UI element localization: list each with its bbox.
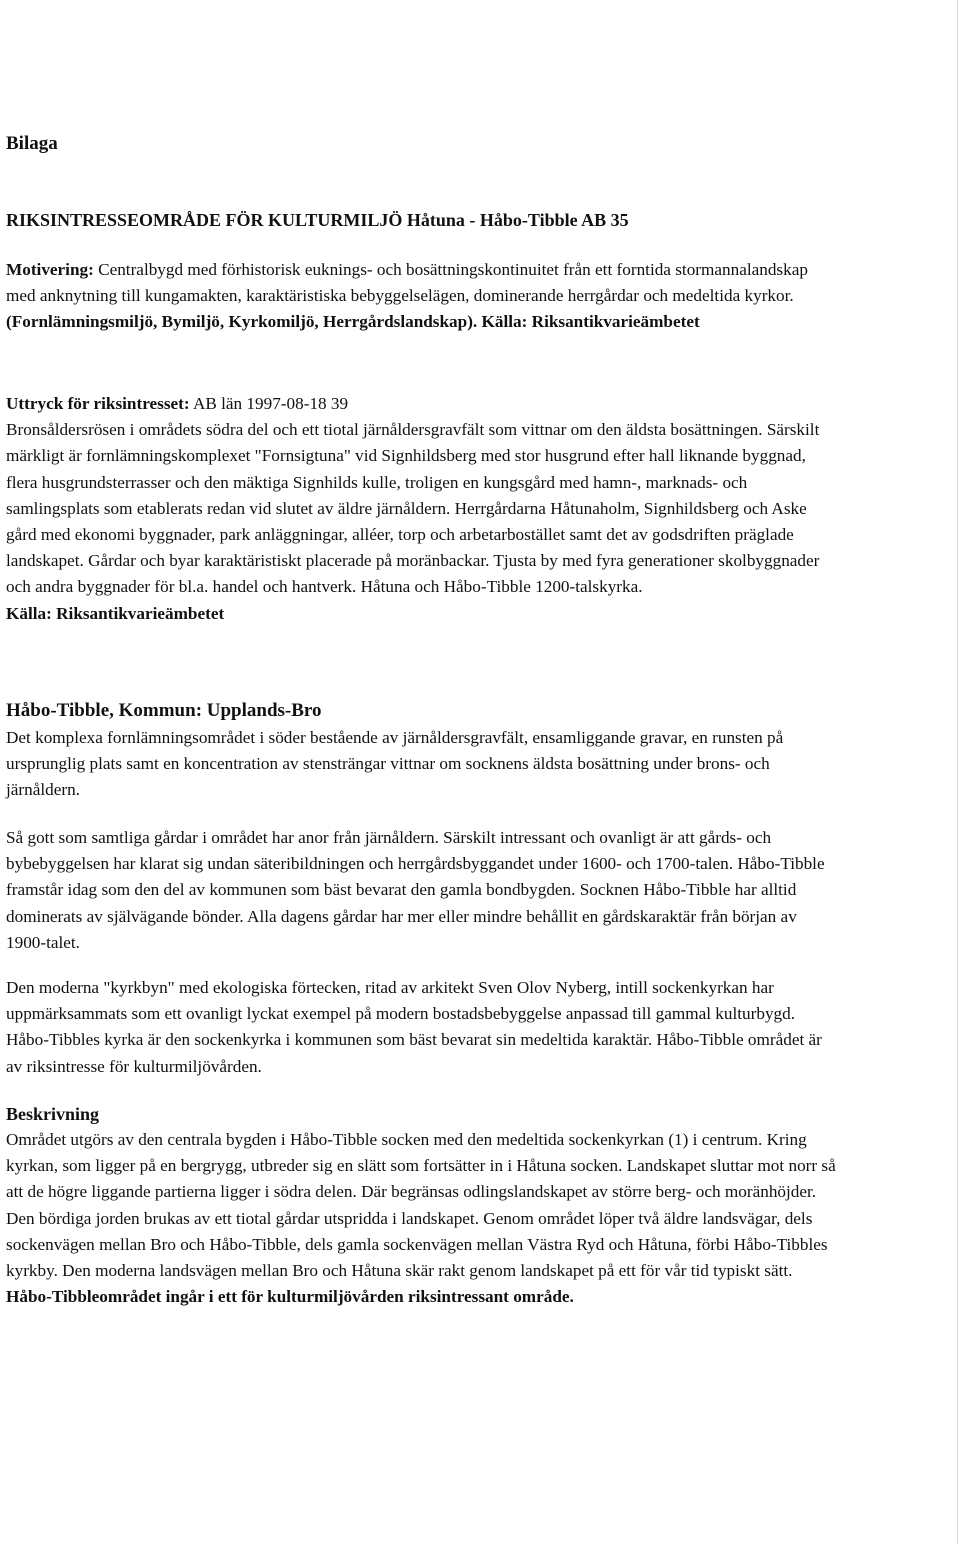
kommun-paragraph-1: [6, 725, 836, 804]
kommun-heading: Håbo-Tibble, Kommun: Upplands-Bro: [6, 700, 322, 721]
beskrivning-text: Området utgörs av den centrala bygden i Håbo-Tibble socken med den medeltida sockenkyrkan (1) i centrum. Kring kyrkan, som ligger på en bergrygg, utbreder sig en slätt som fortsätter in i Håtuna socken. Landskapet sluttar mot norr så att de högre liggande partierna ligger i södra delen. Där begränsas odlingslandskapet av större berg- och moränhöjder. Den bördiga jorden brukas av ett tiotal gårdar utspridda i landskapet. Genom området löper två äldre landsvägar, dels sockenvägen mellan Bro och Håbo-Tibble, dels gamla sockenvägen mellan Västra Ryd och Håtuna, förbi Håbo-Tibbles kyrkby. Den moderna landsvägen mellan Bro och Håtuna skär rakt genom landskapet på ett för vår tid typiskt sätt.: [6, 1130, 836, 1281]
uttryck-section: [6, 391, 836, 627]
beskrivning-conclusion: Håbo-Tibbleområdet ingår i ett för kulturmiljövården riksintressant område.: [6, 1287, 574, 1307]
riks-heading: [6, 207, 629, 233]
motivering-categories: (Fornlämningsmiljö, Bymiljö, Kyrkomiljö, Herrgårdslandskap).: [6, 312, 478, 332]
beskrivning-heading: Beskrivning: [6, 1104, 100, 1124]
motivering-text: Centralbygd med förhistorisk euknings- och bosättningskontinuitet från ett forntida stormannalandskap med anknytning till kungamakten, karaktäristiska bebyggelselägen, dominerande herrgårdar och medeltida kyrkor.: [6, 260, 808, 306]
motivering-label: Motivering:: [6, 260, 94, 279]
kommun-paragraph-2-text: Så gott som samtliga gårdar i området har anor från järnåldern. Särskilt intressant och ovanligt är att gårds- och bybebyggelsen har klarat sig undan säteribildningen och herrgårdsbyggandet under 1600- och 1700-talen. Håbo-Tibble framstår idag som den del av kommunen som bäst bevarat den gamla bondbygden. Socknen Håbo-Tibble har alltid dominerats av självägande bönder. Alla dagens gårdar har mer eller mindre behållit en gårdskaraktär från början av 1900-talet.: [6, 828, 825, 952]
uttryck-label: Uttryck för riksintresset:: [6, 394, 190, 413]
riks-heading-name: Håtuna - Håbo-Tibble AB 35: [406, 210, 629, 230]
uttryck-ref: AB län 1997-08-18 39: [192, 394, 349, 413]
beskrivning-section: [6, 1127, 836, 1310]
kommun-paragraph-1-text: Det komplexa fornlämningsområdet i söder bestående av järnåldersgravfält, ensamliggande gravar, en runsten på ursprunglig plats samt en koncentration av stensträngar vittnar om socknens äldsta bosättning under brons- och järnåldern.: [6, 728, 784, 800]
motivering-source: Källa: Riksantikvarieämbetet: [481, 312, 700, 332]
kommun-paragraph-3: [6, 975, 836, 1080]
uttryck-source: Källa: Riksantikvarieämbetet: [6, 603, 225, 623]
motivering-section: [6, 257, 836, 336]
kommun-paragraph-3-text: Den moderna "kyrkbyn" med ekologiska förtecken, ritad av arkitekt Sven Olov Nyberg, intill sockenkyrkan har uppmärksammats som ett ovanligt lyckat exempel på modern bostadsbebyggelse anpassad till gammal kulturbygd. Håbo-Tibbles kyrka är den sockenkyrka i kommunen som bäst bevarat sin medeltida karaktär. Håbo-Tibble området är av riksintresse för kulturmiljövården.: [6, 978, 822, 1076]
page-edge-line: [957, 0, 958, 1544]
bilaga-heading: Bilaga: [6, 133, 58, 154]
kommun-paragraph-2: [6, 825, 836, 956]
riks-heading-prefix: RIKSINTRESSEOMRÅDE FÖR KULTURMILJÖ: [6, 210, 403, 230]
uttryck-text: Bronsåldersrösen i områdets södra del och ett tiotal järnåldersgravfält som vittnar om den äldsta bosättningen. Särskilt märkligt är fornlämningskomplexet "Fornsigtuna" vid Signhildsberg med stor husgrund efter hall liknande byggnad, flera husgrundsterrasser och den mäktiga Signhilds kulle, troligen en kungsgård med hamn-, marknads- och samlingsplats som etablerats redan vid slutet av äldre järnåldern. Herrgårdarna Håtunaholm, Signhildsberg och Aske gård med ekonomi byggnader, park anläggningar, alléer, torp och arbetarbostället samt det av godsdriften präglade landskapet. Gårdar och byar karaktäristiskt placerade på moränbackar. Tjusta by med fyra generationer skolbyggnader och andra byggnader för bl.a. handel och hantverk. Håtuna och Håbo-Tibble 1200-talskyrka.: [6, 420, 820, 597]
